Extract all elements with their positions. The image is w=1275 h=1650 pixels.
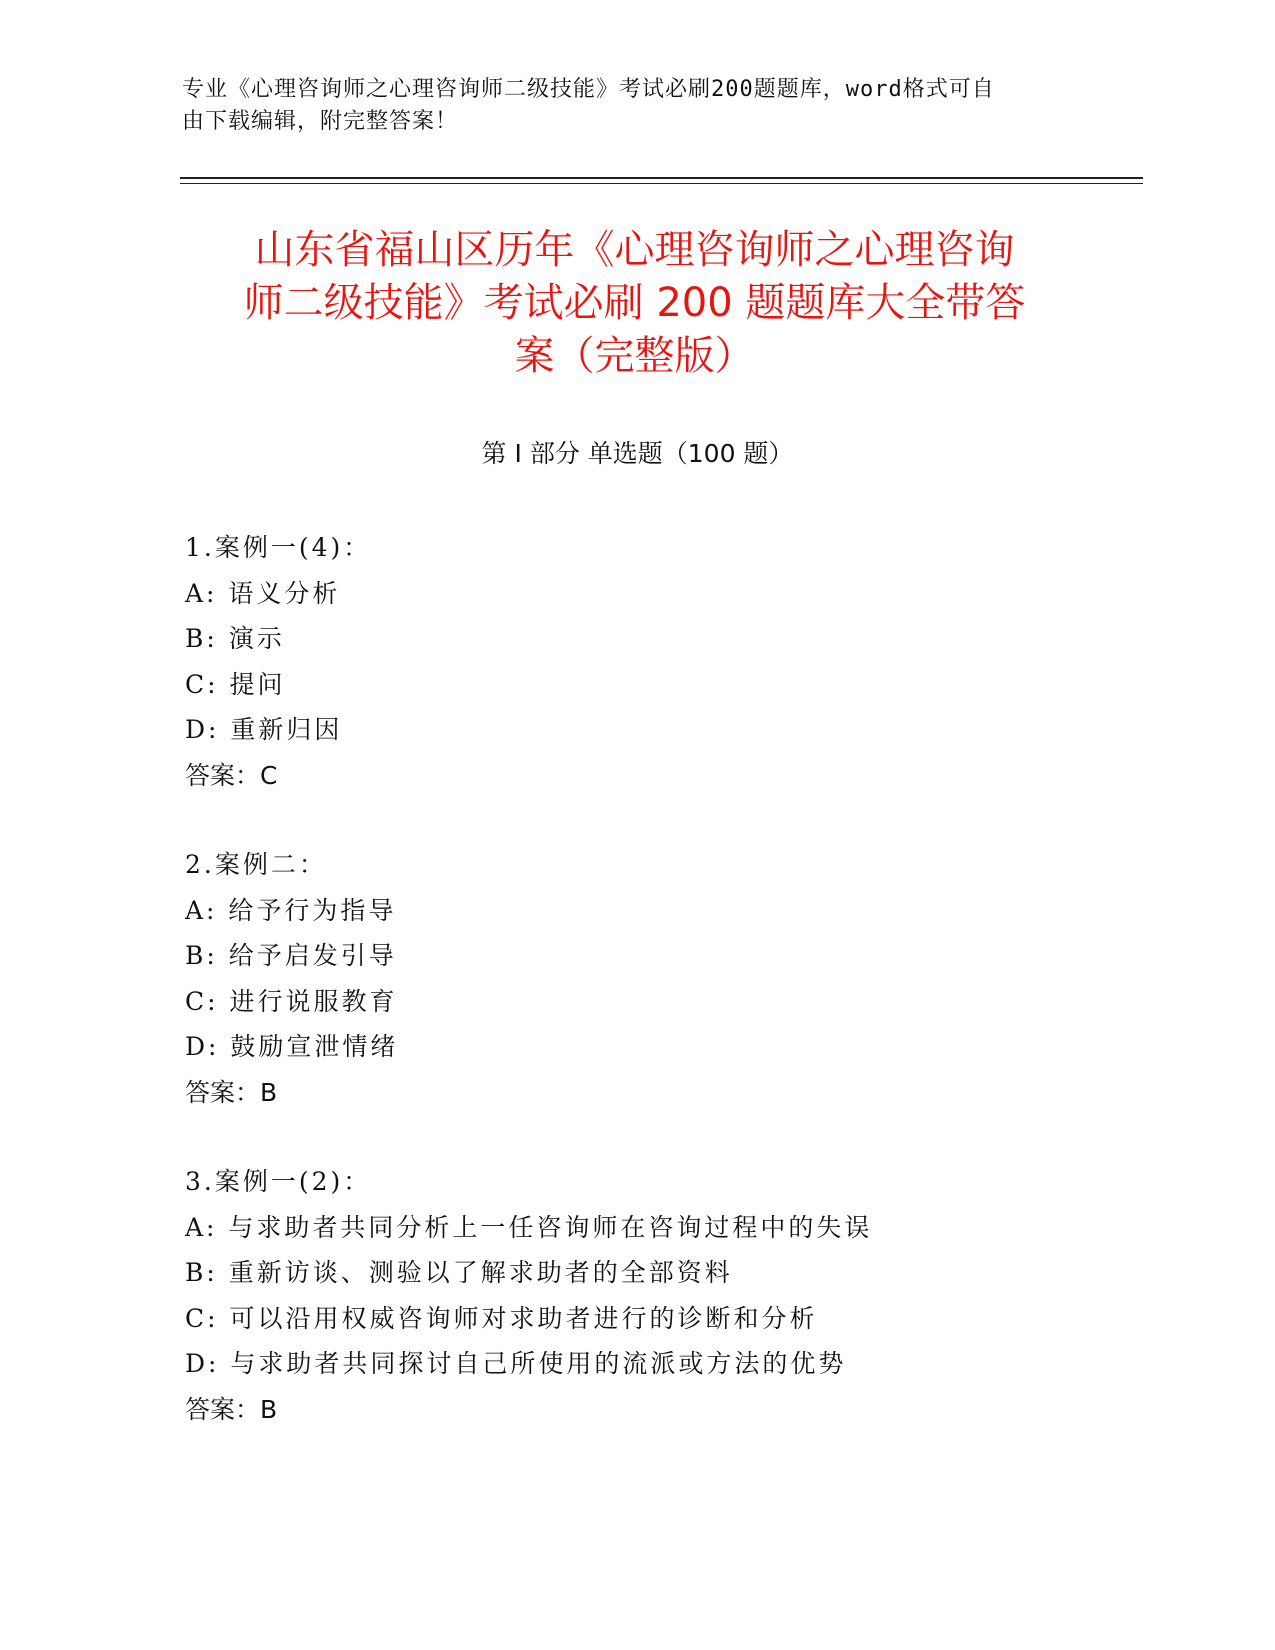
header-divider-thick bbox=[180, 177, 1143, 179]
option-c: C: 进行说服教育 bbox=[185, 986, 398, 1016]
question-3 bbox=[185, 1159, 1085, 1432]
title-line-2: 师二级技能》考试必刷 200 题题库大全带答 bbox=[243, 280, 1026, 326]
question-2 bbox=[185, 842, 1085, 1115]
answer-line: 答案：C bbox=[185, 760, 278, 790]
option-d: D: 鼓励宣泄情绪 bbox=[185, 1032, 399, 1061]
answer-line: 答案：B bbox=[185, 1394, 278, 1424]
question-list bbox=[185, 525, 1085, 1476]
option-b: B: 给予启发引导 bbox=[185, 941, 397, 970]
title-line-3: 案（完整版） bbox=[514, 333, 755, 379]
option-c: C: 提问 bbox=[185, 669, 286, 699]
header-note-line-1: 专业《心理咨询师之心理咨询师二级技能》考试必刷200题题库，word格式可自 bbox=[182, 77, 995, 102]
header-note-line-2: 由下载编辑，附完整答案！ bbox=[182, 109, 459, 134]
question-1 bbox=[185, 525, 1085, 798]
option-b: B: 演示 bbox=[185, 624, 285, 653]
option-a: A: 与求助者共同分析上一任咨询师在咨询过程中的失误 bbox=[185, 1212, 873, 1242]
document-title bbox=[182, 224, 1087, 383]
title-line-1: 山东省福山区历年《心理咨询师之心理咨询 bbox=[254, 227, 1015, 273]
header-divider-thin bbox=[180, 183, 1143, 184]
header-note bbox=[182, 74, 1062, 138]
option-c: C: 可以沿用权威咨询师对求助者进行的诊断和分析 bbox=[185, 1303, 818, 1333]
option-d: D: 重新归因 bbox=[185, 715, 343, 744]
section-heading: 第 I 部分 单选题（100 题） bbox=[481, 439, 794, 468]
option-a: A: 语义分析 bbox=[185, 578, 341, 608]
question-stem: 2.案例二： bbox=[185, 850, 327, 879]
option-b: B: 重新访谈、测验以了解求助者的全部资料 bbox=[185, 1258, 733, 1287]
option-a: A: 给予行为指导 bbox=[185, 895, 397, 925]
answer-line: 答案：B bbox=[185, 1077, 278, 1107]
question-stem: 1.案例一(4)： bbox=[185, 533, 372, 562]
option-d: D: 与求助者共同探讨自己所使用的流派或方法的优势 bbox=[185, 1349, 847, 1378]
question-stem: 3.案例一(2)： bbox=[185, 1167, 372, 1196]
